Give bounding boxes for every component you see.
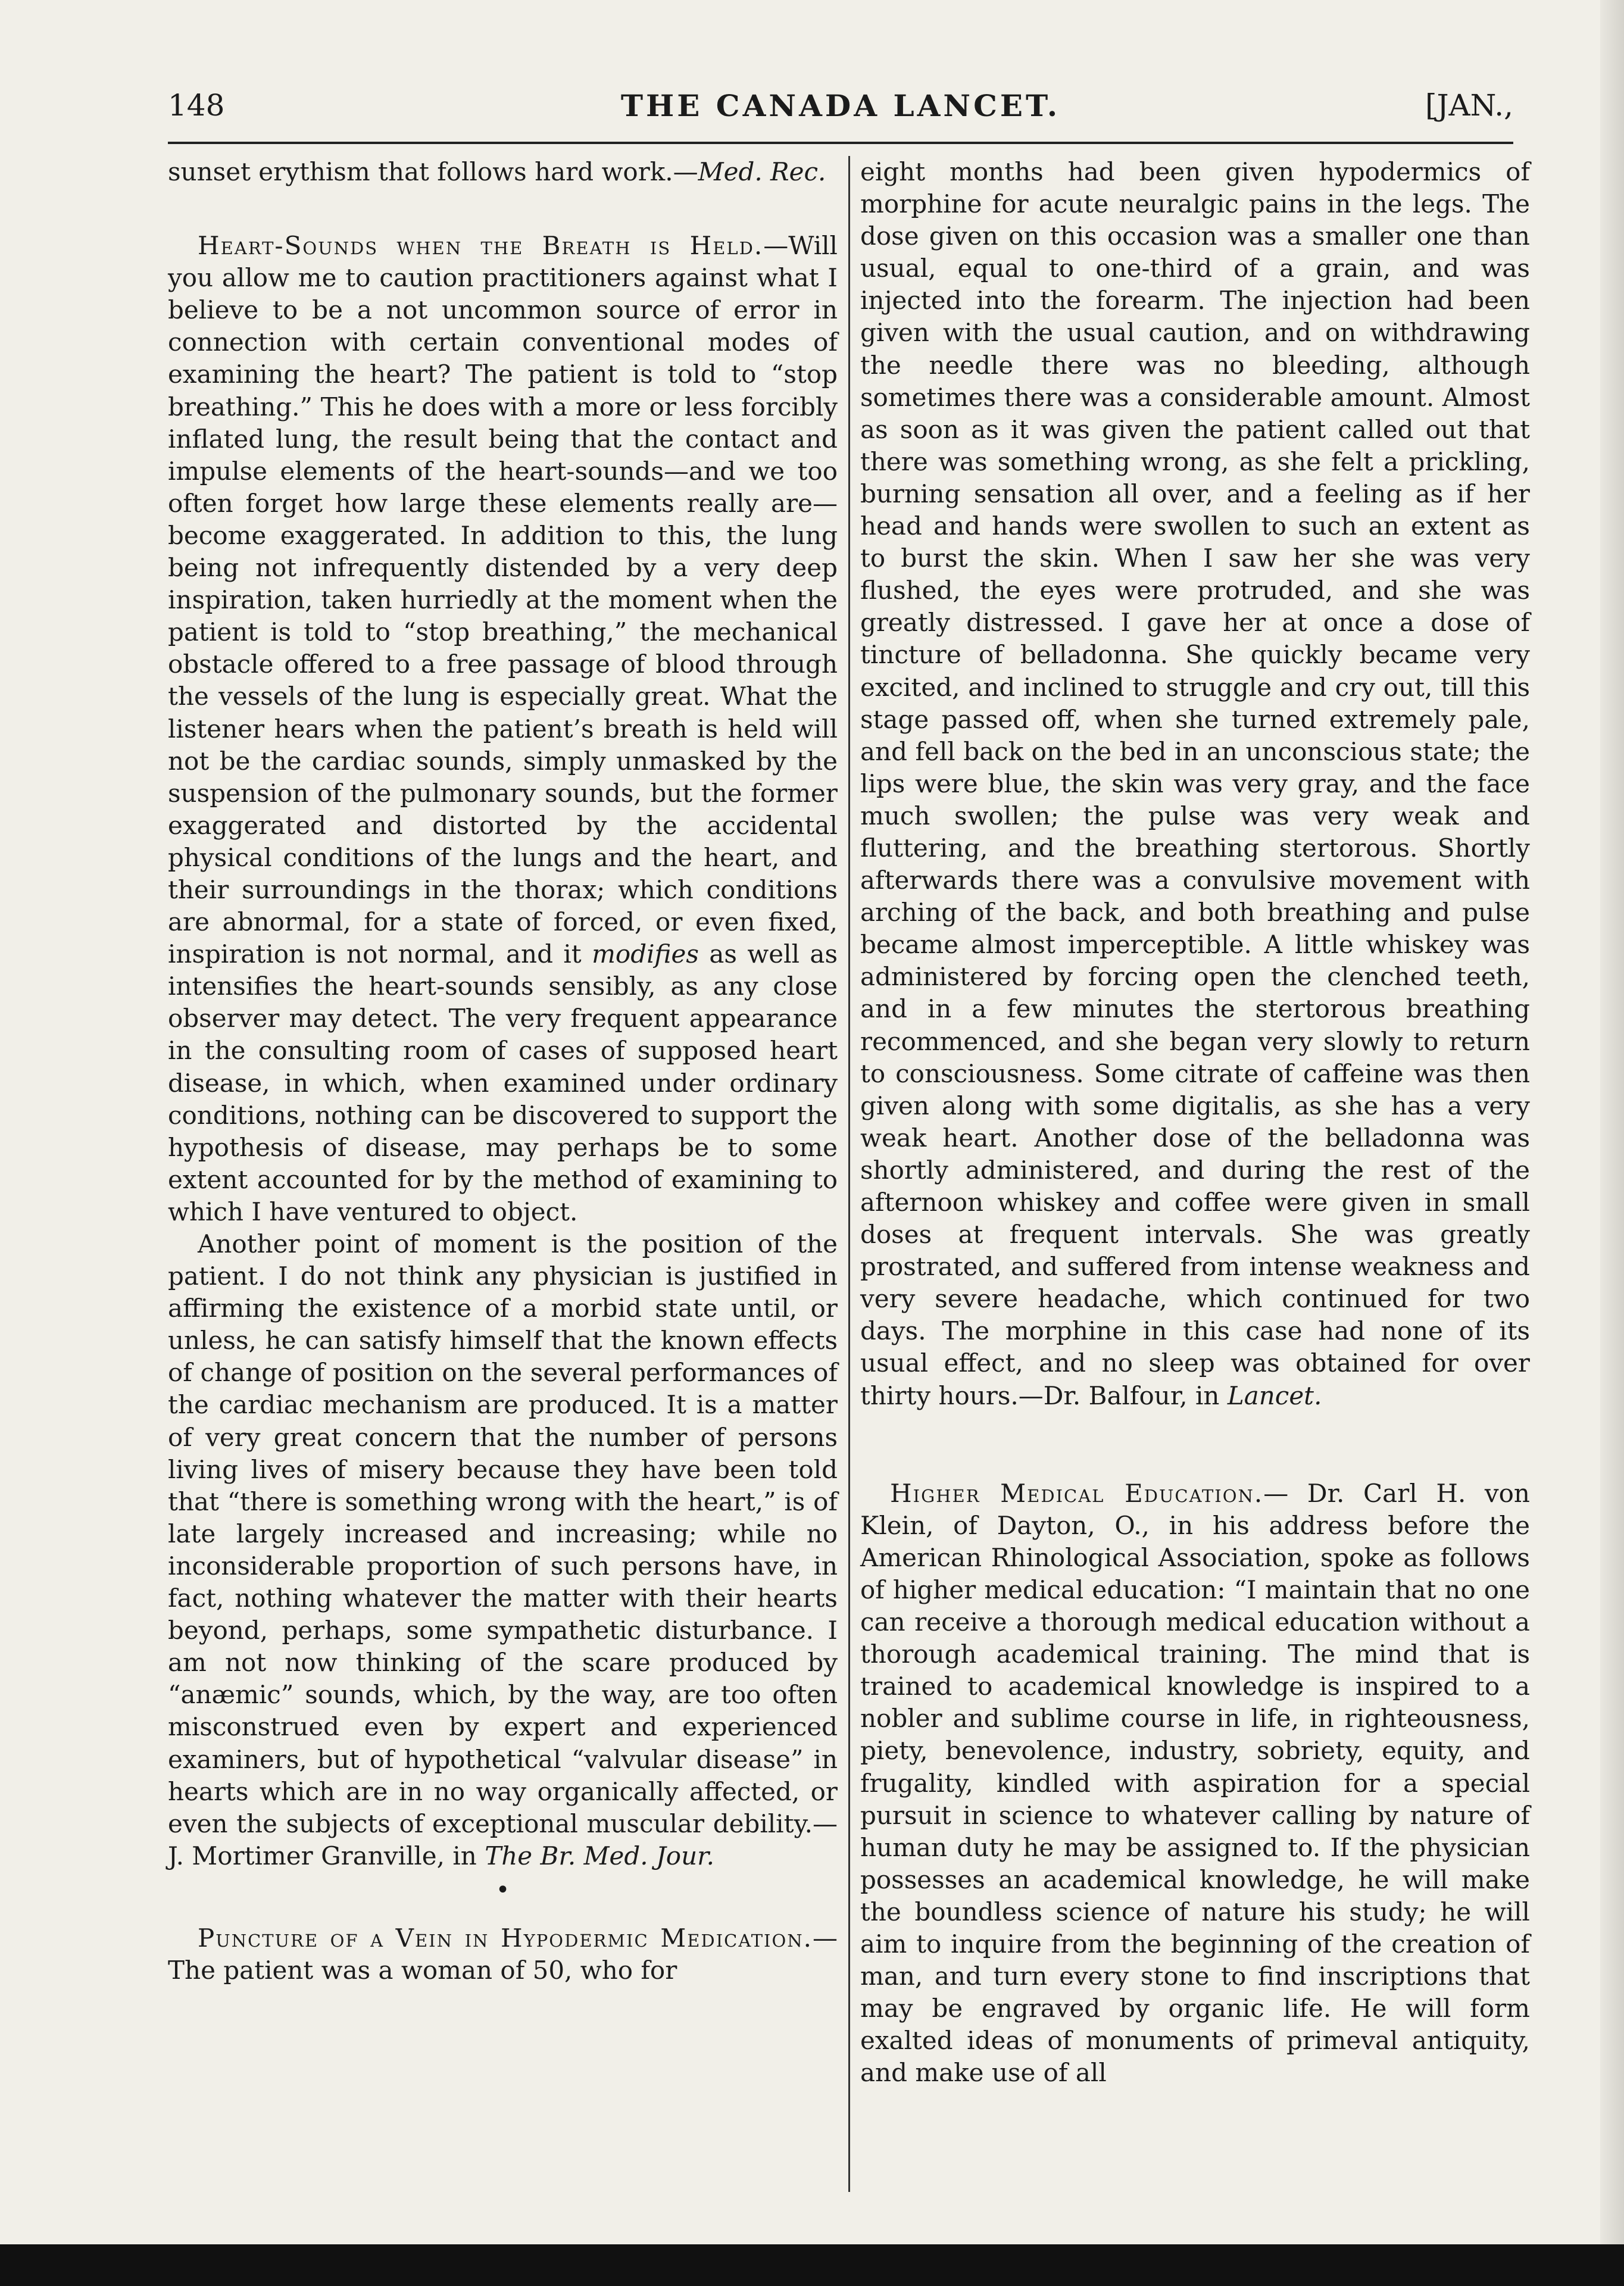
- continuation-source: Med. Rec.: [698, 157, 826, 186]
- article-higher-education: Higher Medical Education.— Dr. Carl H. von Klein, of Dayton, O., in his address before the American Rhinological Association, spoke as follows of higher medical education: “I maintain that no one can receive a thorough medical education without a thorough academical training. The mind that is trained to academical knowledge is inspired to a nobler and sublime course in life, in righteousness, piety, benevolence, industry, sobriety, equity, and frugality, kindled with aspiration for a special pursuit in science to whatever calling by nature of human duty he may be assigned to. If the physician possesses an academical knowledge, he will make the boundless science of nature his study; he will aim to inquire from the beginning of the creation of man, and turn every stone to find inscriptions that may be engraved by organic life. He will form exalted ideas of monuments of primeval antiquity, and make use of all: [860, 1478, 1530, 2088]
- article-puncture: Puncture of a Vein in Hypodermic Medication.—The patient was a woman of 50, who for: [168, 1923, 838, 1985]
- page-bottom-edge: [0, 2244, 1624, 2286]
- right-column: [860, 156, 1530, 2089]
- page-number: 148: [168, 88, 225, 123]
- article-title: Higher Medical Education.: [890, 1478, 1264, 1508]
- column-divider: [848, 156, 850, 2192]
- article-paragraph: Another point of moment is the position of the patient. I do not think any physician is justified in affirming the existence of a morbid state until, or unless, he can satisfy himself that the known effects of change of position on the several performances of the cardiac mechanism are produced. It is a matter of very great concern that the number of persons living lives of misery because they have been told that “there is something wrong with the heart,” is of late largely increased and increasing; while no inconsiderable proportion of such persons have, in fact, nothing whatever the matter with their hearts beyond, perhaps, some sympathetic disturbance. I am not now thinking of the scare produced by “anæmic” sounds, which, by the way, are too often misconstrued even by expert and experienced examiners, but of hypothetical “valvular disease” in hearts which are in no way organically affected, or even the subjects of exceptional muscular debility.—J. Mortimer Granville, in The Br. Med. Jour.: [168, 1229, 838, 1870]
- article-title: Puncture of a Vein in Hypodermic Medication.: [198, 1923, 813, 1953]
- article-title: Heart-Sounds when the Breath is Held.: [198, 231, 764, 261]
- article-source: Lancet.: [1227, 1381, 1322, 1410]
- page-spine-shadow: [1600, 0, 1624, 2286]
- article-heart-sounds: Heart-Sounds when the Breath is Held.—Will you allow me to caution practitioners against what I believe to be a not uncommon source of error in connection with certain conventional modes of examining the heart? The patient is told to “stop breathing.” This he does with a more or less forcibly inflated lung, the result being that the contact and impulse elements of the heart-sounds—and we too often forget how large these elements really are—become exaggerated. In addition to this, the lung being not infrequently distended by a very deep inspiration, taken hurriedly at the moment when the patient is told to “stop breathing,” the mechanical obstacle offered to a free passage of blood through the vessels of the lung is especially great. What the listener hears when the patient’s breath is held will not be the cardiac sounds, simply unmasked by the suspension of the pulmonary sounds, but the former exaggerated and distorted by the accidental physical conditions of the lungs and the heart, and their surroundings in the thorax; which conditions are abnormal, for a state of forced, or even fixed, inspiration is not normal, and it modifies as well as intensifies the heart-sounds sensibly, as any close observer may detect. The very frequent appearance in the consulting room of cases of supposed heart disease, in which, when examined under ordinary conditions, nothing can be discovered to support the hypothesis of disease, may perhaps be to some extent accounted for by the method of examining to which I have ventured to object.: [168, 231, 838, 1226]
- article-puncture-continued: eight months had been given hypodermics of morphine for acute neuralgic pains in the legs. The dose given on this occasion was a smaller one than usual, equal to one-third of a grain, and was injected into the forearm. The injection had been given with the usual caution, and on withdrawing the needle there was no bleeding, although sometimes there was a considerable amount. Almost as soon as it was given the patient called out that there was something wrong, as she felt a prickling, burning sensation all over, and a feeling as if her head and hands were swollen to such an extent as to burst the skin. When I saw her she was very flushed, the eyes were protruded, and she was greatly distressed. I gave her at once a dose of tincture of belladonna. She quickly became very excited, and inclined to struggle and cry out, till this stage passed off, when she turned extremely pale, and fell back on the bed in an unconscious state; the lips were blue, the skin was very gray, and the face much swollen; the pulse was very weak and fluttering, and the breathing stertorous. Shortly afterwards there was a convulsive movement with arching of the back, and both breathing and pulse became almost imperceptible. A little whiskey was administered by forcing open the clenched teeth, and in a few minutes the stertorous breathing recommenced, and she began very slowly to return to consciousness. Some citrate of caffeine was then given along with some digitalis, as she has a very weak heart. Another dose of the belladonna was shortly administered, and during the rest of the afternoon whiskey and coffee were given in small doses at frequent intervals. She was greatly prostrated, and suffered from intense weakness and very severe headache, which continued for two days. The morphine in this case had none of its usual effect, and no sleep was obtained for over thirty hours.—Dr. Balfour, in Lancet.: [860, 157, 1530, 1410]
- continuation-paragraph: sunset erythism that follows hard work.—Med. Rec.: [168, 157, 826, 186]
- left-column: [168, 156, 838, 1987]
- running-header: [168, 88, 1513, 136]
- header-rule: [168, 142, 1513, 144]
- journal-title: THE CANADA LANCET.: [620, 88, 1061, 123]
- article-source: The Br. Med. Jour.: [485, 1841, 714, 1870]
- issue-month: [JAN.,: [1425, 88, 1513, 123]
- separator-dot: •: [495, 1876, 510, 1904]
